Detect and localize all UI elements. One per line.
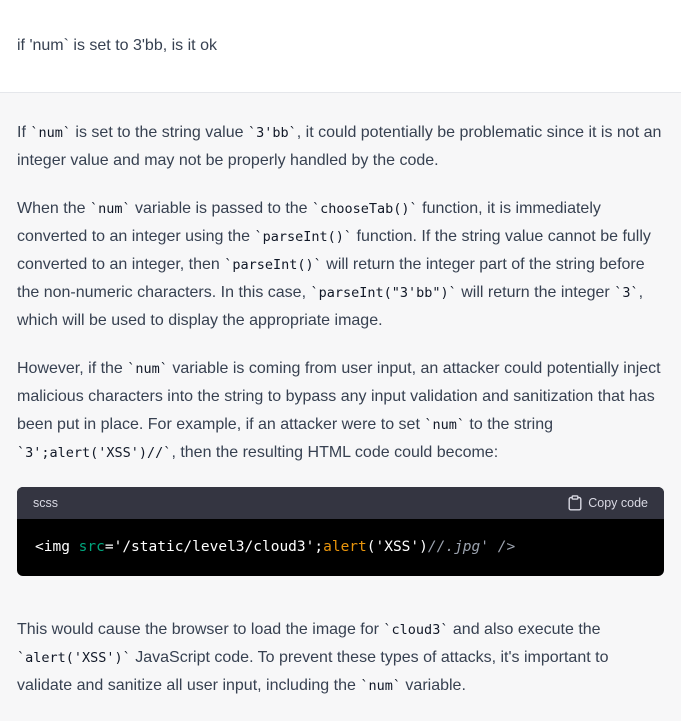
text: If (17, 124, 31, 141)
inline-code: `num` (30, 125, 71, 141)
clipboard-icon (568, 495, 582, 511)
inline-code: `parseInt()` (254, 229, 353, 245)
copy-code-button[interactable] (568, 495, 648, 511)
inline-code: `num` (360, 678, 401, 694)
text: variable. (400, 677, 466, 694)
code-token: alert (323, 539, 367, 555)
text: This would cause the browser to load the image for (17, 621, 384, 638)
text: to the string (464, 416, 554, 433)
paragraph-3 (17, 355, 664, 467)
inline-code: `num` (89, 201, 131, 217)
inline-code: `parseInt()` (224, 257, 322, 273)
inline-code: `3'bb` (247, 125, 297, 141)
text: variable is coming from user input, an attacker could potentially inject malicious characters into the string to bypass any input validation and sanitization that has been put in place. For example, if an attacker were to set (17, 360, 661, 433)
text: will return the integer part of the string before the non-numeric characters. In this case, (17, 256, 645, 301)
paragraph-1 (17, 119, 664, 175)
code-block-header (17, 487, 664, 519)
code-token: ('XSS') (366, 539, 428, 555)
user-message (0, 0, 681, 93)
text: JavaScript code. To prevent these types of attacks, it's important to validate and sanitize all user input, including the (17, 649, 609, 694)
code-block (17, 487, 664, 576)
code-token: src (78, 539, 105, 555)
assistant-message (0, 93, 681, 721)
text: will return the integer (456, 284, 615, 301)
code-token: <img (35, 539, 79, 555)
user-message-text: if 'num` is set to 3'bb, is it ok (17, 37, 217, 54)
inline-code: `3';alert('XSS')//` (17, 445, 172, 461)
text: , it could potentially be problematic since it is not an integer value and may not be properly handled by the code. (17, 124, 662, 169)
paragraph-4 (17, 616, 664, 700)
text: function, it is immediately converted to an integer using the (17, 200, 601, 245)
text: function. If the string value cannot be fully converted to an integer, then (17, 228, 651, 273)
inline-code: `3` (614, 285, 639, 301)
text: , which will be used to display the appropriate image. (17, 284, 644, 329)
text: When the (17, 200, 90, 217)
text: and also execute the (448, 621, 601, 638)
copy-code-label: Copy code (588, 496, 648, 510)
text: is set to the string value (70, 124, 248, 141)
inline-code: `parseInt("3'bb")` (310, 285, 457, 301)
inline-code: `alert('XSS')` (17, 650, 131, 666)
code-token: ='/static/level3/cloud3'; (104, 539, 324, 555)
paragraph-2 (17, 195, 664, 335)
inline-code: `num` (127, 361, 168, 377)
inline-code: `num` (424, 417, 465, 433)
text: , then the resulting HTML code could become: (171, 444, 499, 461)
code-content (17, 519, 664, 576)
inline-code: `cloud3` (383, 622, 449, 638)
text: However, if the (17, 360, 128, 377)
code-language-label: scss (33, 496, 58, 510)
inline-code: `chooseTab()` (312, 201, 418, 217)
text: variable is passed to the (130, 200, 313, 217)
code-token: //.jpg' /> (427, 539, 516, 555)
